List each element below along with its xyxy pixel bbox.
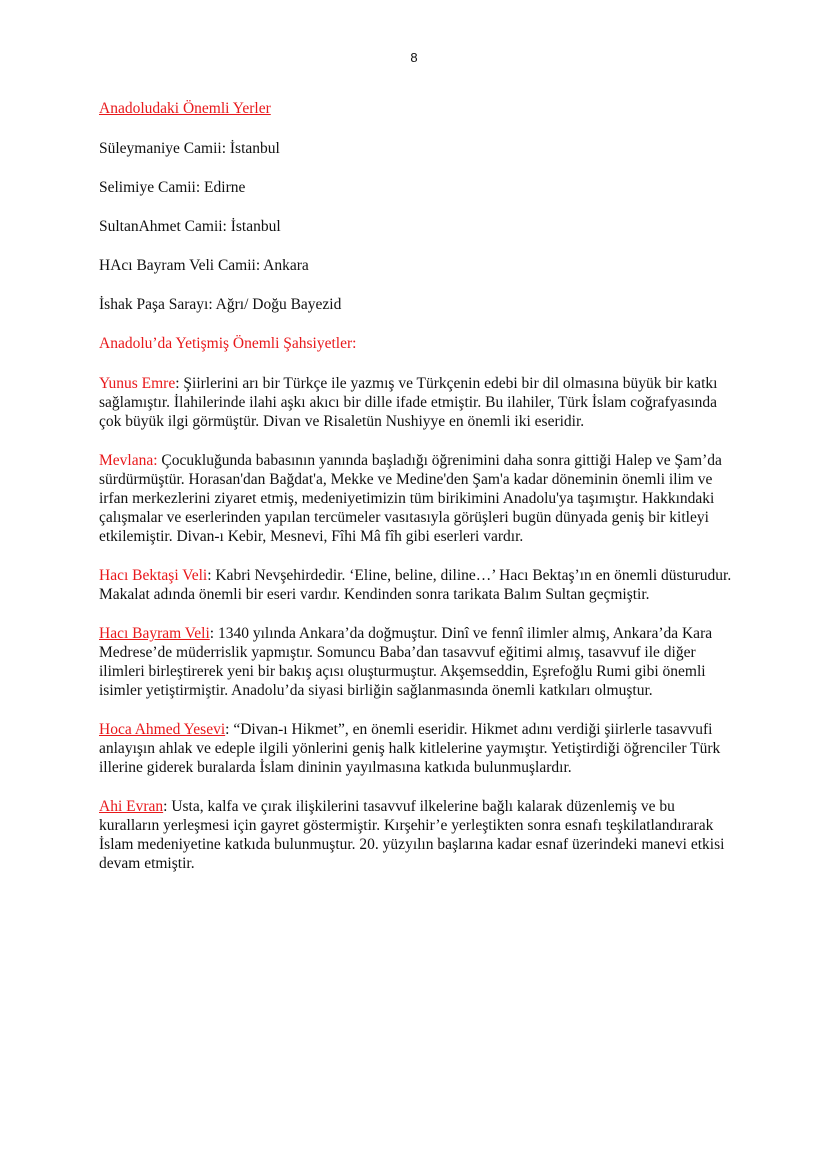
person-entry-yunus-emre xyxy=(99,374,739,431)
person-name: Mevlana: xyxy=(99,452,158,469)
place-item: Süleymaniye Camii: İstanbul xyxy=(99,140,280,157)
person-entry-ahi-evran xyxy=(99,797,739,873)
person-name: Ahi Evran xyxy=(99,798,164,815)
person-description: Çocukluğunda babasının yanında başladığı öğrenimini daha sonra gittiği Halep ve Şam’da sürdürmüştür. Horasan'dan Bağdat'a, Mekke ve Medine'den Şam'a kadar döneminin önemli ilim ve irfan merkezlerini ziyaret etmiş, medeniyetimizin tüm birikimini Anadolu'ya taşımıştır. Hakkındaki çalışmalar ve eserlerinden yapılan tercümeler vasıtasıyla görüşleri bugün dünyada geniş bir kitleyi etkilemiştir. Divan-ı Kebir, Mesnevi, Fîhi Mâ fîh gibi eserleri vardır. xyxy=(99,452,722,545)
person-description: Kabri Nevşehirdedir. ‘Eline, beline, diline…’ Hacı Bektaş’ın en önemli düsturudur. Makalat adında önemli bir eseri vardır. Kendinden sonra tarikata Balım Sultan geçmiştir. xyxy=(99,567,732,603)
person-name: Hacı Bektaşi Veli xyxy=(99,567,208,584)
person-separator: : xyxy=(209,625,218,642)
person-entry-haci-bayram-veli xyxy=(99,624,739,700)
person-name: Hoca Ahmed Yesevi xyxy=(99,721,226,738)
place-item: SultanAhmet Camii: İstanbul xyxy=(99,218,281,235)
persons-heading: Anadolu’da Yetişmiş Önemli Şahsiyetler: xyxy=(99,335,357,352)
person-separator: : xyxy=(207,567,216,584)
place-item: HAcı Bayram Veli Camii: Ankara xyxy=(99,257,309,274)
place-item: Selimiye Camii: Edirne xyxy=(99,179,246,196)
person-entry-hoca-ahmed-yesevi xyxy=(99,720,739,777)
person-separator: : xyxy=(163,798,172,815)
page-content xyxy=(99,99,739,893)
person-description: 1340 yılında Ankara’da doğmuştur. Dinî ve fennî ilimler almış, Ankara’da Kara Medrese’de müderrislik yapmıştır. Somuncu Baba’dan tasavvuf eğitimi almış, tasavvuf ile diğer ilimleri birleştirerek yeni bir bakış açısı oluşturmuştur. Akşemseddin, Eşrefoğlu Rumi gibi önemli isimler yetiştirmiştir. Anadolu’da siyasi birliğin sağlanmasında önemli katkıları olmuştur. xyxy=(99,625,713,699)
person-separator: : xyxy=(225,721,234,738)
person-entry-haci-bektasi-veli xyxy=(99,566,739,604)
page-number: 8 xyxy=(410,50,418,65)
person-separator: : xyxy=(175,375,184,392)
person-entry-mevlana xyxy=(99,451,739,546)
person-name: Yunus Emre xyxy=(99,375,176,392)
person-description: Usta, kalfa ve çırak ilişkilerini tasavvuf ilkelerine bağlı kalarak düzenlemiş ve bu kuralların yerleşmesi için gayret göstermiştir. Kırşehir’e yerleştikten sonra esnafı teşkilatlandırarak İslam medeniyetine katkıda bulunmuştur. 20. yüzyılın başlarına kadar esnaf üzerindeki manevi etkisi devam etmiştir. xyxy=(99,798,725,872)
person-description: Şiirlerini arı bir Türkçe ile yazmış ve Türkçenin edebi bir dil olmasına büyük bir katkı sağlamıştır. İlahilerinde ilahi aşkı akıcı bir dille ifade etmiştir. Bu ilahiler, Türk İslam coğrafyasında çok büyük ilgi görmüştür. Divan ve Risaletün Nushiyye en önemli iki eseridir. xyxy=(99,375,718,430)
person-name: Hacı Bayram Veli xyxy=(99,625,210,642)
places-heading: Anadoludaki Önemli Yerler xyxy=(99,100,271,117)
person-description: “Divan-ı Hikmet”, en önemli eseridir. Hikmet adını verdiği şiirlerle tasavvufi anlayışın ahlak ve edeple ilgili yönlerini geniş halk kitlelerine yaymıştır. Yetiştirdiği öğrenciler Türk illerine giderek buralarda İslam dininin yayılmasına katkıda bulunmuşlardır. xyxy=(99,721,721,776)
place-item: İshak Paşa Sarayı: Ağrı/ Doğu Bayezid xyxy=(99,296,342,313)
